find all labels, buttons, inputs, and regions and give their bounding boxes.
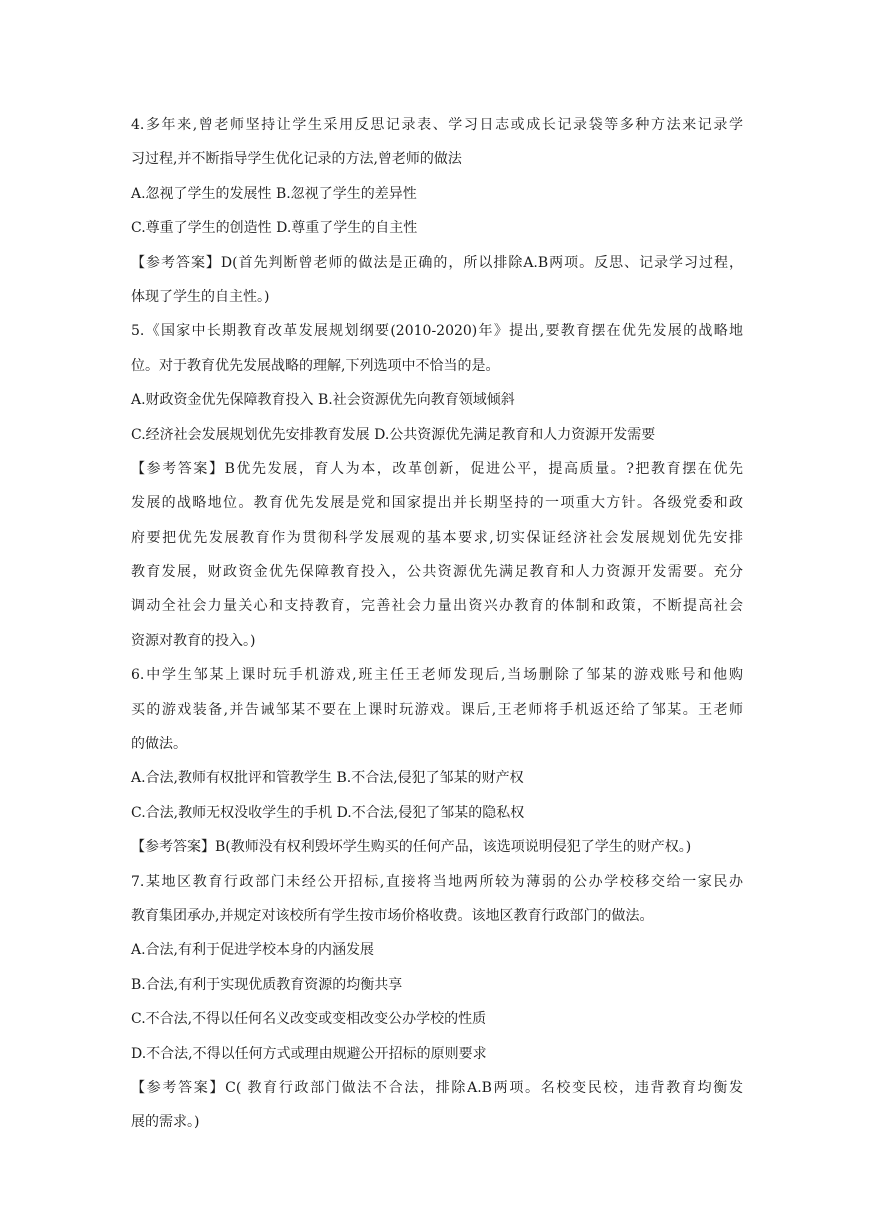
option-line: B.合法,有利于实现优质教育资源的均衡共享 (131, 976, 403, 993)
question-text-line: 6.中学生邹某上课时玩手机游戏,班主任王老师发现后,当场删除了邹某的游戏账号和他购 (131, 667, 743, 684)
question-4 (131, 108, 743, 314)
question-6 (131, 658, 743, 864)
question-text-line: 位。对于教育优先发展战略的理解,下列选项中不恰当的是。 (131, 357, 500, 374)
option-line: C.尊重了学生的创造性 D.尊重了学生的自主性 (131, 220, 418, 237)
option-line: A.财政资金优先保障教育投入 B.社会资源优先向教育领域倾斜 (131, 392, 515, 409)
answer-line: 发展的战略地位。教育优先发展是党和国家提出并长期坚持的一项重大方针。各级党委和政 (131, 495, 743, 512)
answer-line: 府要把优先发展教育作为贯彻科学发展观的基本要求,切实保证经济社会发展规划优先安排 (131, 529, 743, 546)
answer-line: 调动全社会力量关心和支持教育，完善社会力量出资兴办教育的体制和政策，不断提高社会 (131, 598, 743, 615)
question-text-line: 教育集团承办,并规定对该校所有学生按市场价格收费。该地区教育行政部门的做法。 (131, 907, 654, 924)
answer-line: 体现了学生的自主性。) (131, 288, 270, 305)
document-page (131, 108, 743, 1140)
option-line: C.经济社会发展规划优先安排教育发展 D.公共资源优先满足教育和人力资源开发需要 (131, 426, 656, 443)
option-line: C.不合法,不得以任何名义改变或变相改变公办学校的性质 (131, 1011, 487, 1028)
question-text-line: 习过程,并不断指导学生优化记录的方法,曾老师的做法 (131, 151, 462, 168)
question-text-line: 买的游戏装备,并告诫邹某不要在上课时玩游戏。课后,王老师将手机返还给了邹某。王老师 (131, 701, 743, 718)
option-line: A.合法,有利于促进学校本身的内涵发展 (131, 942, 375, 959)
option-line: A.合法,教师有权批评和管教学生 B.不合法,侵犯了邹某的财产权 (131, 770, 524, 787)
question-text-line: 5.《国家中长期教育改革发展规划纲要(2010-2020)年》提出,要教育摆在优先发展的战略地 (131, 323, 743, 340)
answer-line: 【参考答案】B(教师没有权利毁坏学生购买的任何产品，该选项说明侵犯了学生的财产权。) (131, 839, 692, 856)
question-text-line: 的做法。 (131, 736, 187, 753)
question-text-line: 7.某地区教育行政部门未经公开招标,直接将当地两所较为薄弱的公办学校移交给一家民办 (131, 873, 743, 890)
option-line: D.不合法,不得以任何方式或理由规避公开招标的原则要求 (131, 1045, 487, 1062)
answer-line: 教育发展，财政资金优先保障教育投入，公共资源优先满足教育和人力资源开发需要。充分 (131, 564, 743, 581)
answer-line: 资源对教育的投入。) (131, 632, 256, 649)
question-5 (131, 314, 743, 658)
question-7 (131, 865, 743, 1140)
question-text-line: 4.多年来,曾老师坚持让学生采用反思记录表、学习日志或成长记录袋等多种方法来记录学 (131, 117, 743, 133)
answer-line: 【参考答案】D(首先判断曾老师的做法是正确的，所以排除A.B两项。反思、记录学习过程， (131, 254, 743, 271)
answer-line: 展的需求。) (131, 1114, 200, 1131)
answer-line: 【参考答案】B优先发展，育人为本，改革创新，促进公平，提高质量。?把教育摆在优先 (131, 460, 743, 477)
answer-line: 【参考答案】C( 教育行政部门做法不合法，排除A.B两项。名校变民校，违背教育均衡发 (131, 1079, 743, 1096)
option-line: A.忽视了学生的发展性 B.忽视了学生的差异性 (131, 185, 417, 202)
option-line: C.合法,教师无权没收学生的手机 D.不合法,侵犯了邹某的隐私权 (131, 804, 525, 821)
